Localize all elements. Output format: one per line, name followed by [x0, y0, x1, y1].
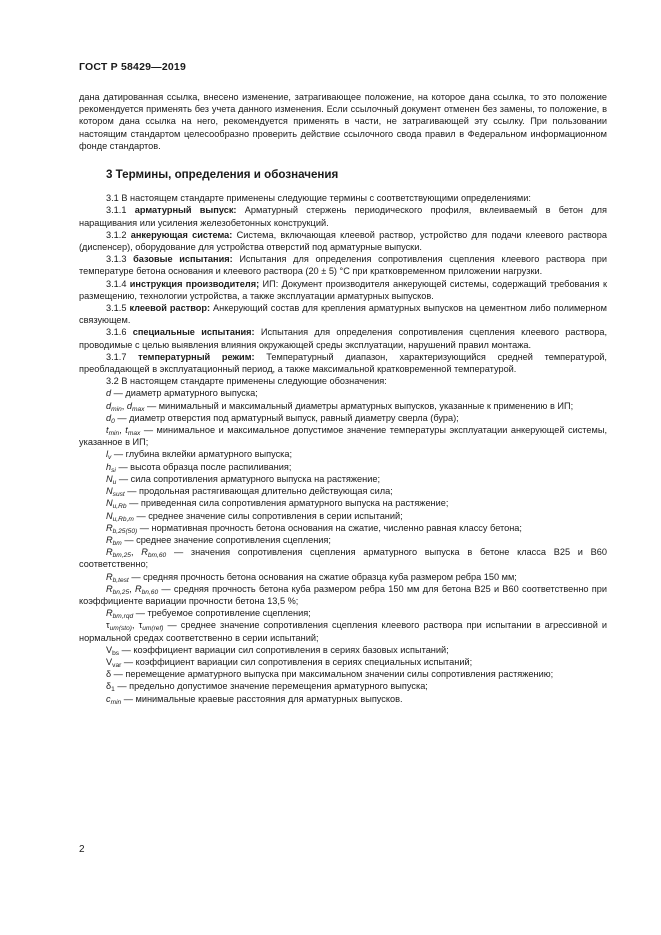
- symbol: V: [106, 644, 113, 655]
- symbol-description: — минимальное и максимальное допустимое значение температуры эксплуатации анкерующей системы, указанное в ИП;: [79, 425, 607, 448]
- symbol: d: [106, 400, 112, 411]
- term-definition: [79, 302, 607, 326]
- symbol-definition: [79, 510, 607, 522]
- symbol-subscript: sust: [112, 491, 125, 499]
- page-number: 2: [79, 844, 85, 855]
- symbol-definition: $d_{min}$, $d_{max}$ — минимальный и максимальный диаметры арматурных выпусков, указанные к применению в ИП;: [106, 400, 574, 413]
- term-definition: [79, 204, 607, 228]
- symbol: t: [125, 425, 128, 436]
- intro-paragraph: дана датированная ссылка, внесено изменение, затрагивающее положение, на которое дана ссылка, то это положение рекомендуется применять без учета данного изменения. Если ссылочный документ отменен без замены, то положение, в котором дана ссылка на него, рекомендуется применять в части, не затрагивающей эту ссылку. При пользовании настоящим стандартом целесообразно проверить действие ссылочного свода правил в Федеральном информационном фонде стандартов.: [79, 92, 607, 151]
- symbol-subscript: si: [111, 466, 116, 474]
- symbol-subscript: var: [112, 661, 122, 669]
- symbol-description: — диаметр арматурного выпуска;: [111, 388, 258, 399]
- term-text: Испытания для определения сопротивления сцепления клеевого раствора при температуре бетона основания и клеевого раствора (20 ± 5) °С при кратковременном приложении нагрузки.: [79, 254, 607, 277]
- symbol: R: [106, 571, 113, 582]
- term-text: Система, включающая клеевой раствор, устройство для подачи клеевого раствора (диспенсер), оборудование для устройства отверстий под арматурные выпуски.: [79, 229, 608, 253]
- symbol-definition: [79, 461, 607, 473]
- symbol-definition: [79, 644, 607, 656]
- symbol-description: — продольная растягивающая длительно действующая сила;: [124, 486, 393, 497]
- symbol: R: [106, 547, 113, 558]
- term-definition: [79, 326, 607, 350]
- symbol-subscript: um(sto): [109, 625, 132, 633]
- document-body: [79, 91, 607, 705]
- symbol: h: [106, 461, 112, 472]
- term-number: 3.1.1: [106, 205, 127, 216]
- symbol-definition: [79, 571, 607, 583]
- term-number: 3.1.2: [106, 229, 127, 240]
- symbol-description: — среднее значение силы сопротивления в серии испытаний;: [133, 510, 403, 521]
- term-definition: [79, 351, 607, 375]
- symbol-subscript: min: [110, 698, 122, 706]
- symbol-description: — значения сопротивления сцепления арматурного выпуска в бетоне класса В25 и В60 соответственно;: [79, 547, 607, 570]
- symbol-subscript: u,Rb,m: [112, 515, 134, 523]
- document-header: ГОСТ Р 58429—2019: [79, 61, 187, 73]
- symbol: τ: [106, 620, 110, 631]
- symbol-description: — глубина вклейки арматурного выпуска;: [111, 449, 293, 460]
- symbol-subscript: bm: [112, 539, 122, 547]
- term-definition: [79, 278, 607, 302]
- term-definition: [79, 253, 607, 277]
- symbol: N: [106, 510, 113, 521]
- symbol-subscript: min: [108, 430, 120, 438]
- symbol-definition: $t_{min}$, $t_{max}$ — минимальное и максимальное допустимое значение температуры эксплуатации анкерующей системы, указанное в ИП;: [79, 425, 607, 448]
- symbol-subscript: um(ref): [142, 625, 164, 633]
- symbol-definition: [79, 497, 607, 509]
- clause-3-1: 3.1 В настоящем стандарте применены следующие термины с соответствующими определениями:: [106, 193, 531, 204]
- symbol: d: [126, 400, 132, 411]
- symbol-subscript: bs: [112, 649, 120, 657]
- symbol-subscript: bn,60: [141, 588, 159, 596]
- symbol-definition: $R_{bm,25}$, $R_{bm,60}$ — значения сопротивления сцепления арматурного выпуска в бетоне класса В25 и В60 соответственно;: [79, 547, 607, 570]
- symbol: R: [141, 547, 148, 558]
- symbol-subscript: b,25(50): [112, 527, 138, 535]
- term-text: Температурный диапазон, характеризующийся средней температурой, преобладающей в эксплуатационный период, а также максимальной кратковременной температурой.: [79, 351, 607, 375]
- terms-list: [79, 204, 607, 375]
- symbol: δ: [106, 681, 112, 692]
- term-text: Анкерующий состав для крепления арматурных выпусков на цементном либо полимерном связующем.: [79, 303, 607, 326]
- symbol: N: [106, 498, 113, 509]
- symbol-subscript: u,Rb: [112, 503, 127, 511]
- symbol-subscript: bm,rqd: [112, 613, 134, 621]
- symbol-subscript: max: [131, 405, 145, 413]
- term-name: инструкция производителя;: [129, 278, 260, 289]
- symbols-list: [79, 387, 607, 704]
- term-name: базовые испытания:: [133, 254, 233, 265]
- symbol: R: [106, 534, 113, 545]
- symbol-definition: $\tau_{um(sto)}$, $\tau_{um(ref)}$ — среднее значение сопротивления сцепления клеевого раствора при испытании в агрессивной и нормальной средах соответственно в серии испытаний;: [79, 620, 607, 643]
- symbol: δ: [106, 669, 112, 680]
- symbol: N: [106, 486, 113, 497]
- symbol-description: — минимальные краевые расстояния для арматурных выпусков.: [121, 693, 403, 704]
- symbol-description: — приведенная сила сопротивления арматурного выпуска на растяжение;: [126, 498, 449, 509]
- term-number: 3.1.7: [106, 351, 127, 362]
- term-name: анкерующая система:: [130, 229, 233, 240]
- symbol-definition: [79, 607, 607, 619]
- symbol-definition: [79, 387, 607, 399]
- symbol-description: — сила сопротивления арматурного выпуска на растяжение;: [116, 473, 380, 484]
- term-text: Арматурный стержень периодического профиля, вклеиваемый в бетон для наращивания или усиления железобетонных конструкций.: [79, 205, 607, 228]
- term-number: 3.1.5: [106, 303, 127, 314]
- symbol-definition: $R_{bn,25}$, $R_{bn,60}$ — средняя прочность бетона куба размером ребра 150 мм для бетона В25 и В60 соответственно при коэффициенте вариации прочности бетона 13,5 %;: [79, 583, 608, 606]
- section-heading: 3 Термины, определения и обозначения: [106, 168, 339, 182]
- symbol-definition: [79, 448, 607, 460]
- term-definition: [79, 229, 607, 253]
- symbol-subscript: min: [111, 405, 122, 413]
- term-number: 3.1.6: [106, 327, 127, 338]
- symbol: d: [106, 388, 112, 399]
- symbol-description: — среднее значение сопротивления сцепления;: [121, 534, 331, 545]
- symbol-subscript: bm,25: [112, 552, 131, 560]
- symbol-definition: [79, 412, 607, 424]
- symbol-description: — средняя прочность бетона основания на сжатие образца куба размером ребра 150 мм;: [128, 571, 517, 582]
- symbol: N: [106, 473, 113, 484]
- symbol: V: [106, 656, 113, 667]
- symbol: R: [106, 608, 113, 619]
- symbol: l: [106, 449, 109, 460]
- symbol: R: [134, 583, 142, 594]
- symbol: R: [106, 583, 113, 594]
- symbol-description: — коэффициент вариации сил сопротивления в сериях базовых испытаний;: [119, 644, 449, 655]
- symbol-definition: [79, 668, 607, 680]
- symbol-description: — среднее значение сопротивления сцепления клеевого раствора при испытании в агрессивной и нормальной средах соответственно в серии испытаний;: [79, 620, 607, 643]
- symbol-description: — перемещение арматурного выпуска при максимальном значении силы сопротивления растяжению;: [111, 669, 554, 680]
- symbol-description: — коэффициент вариации сил сопротивления в сериях специальных испытаний;: [121, 656, 473, 667]
- symbol-subscript: 1: [111, 686, 115, 694]
- symbol-subscript: u: [112, 478, 117, 486]
- term-name: специальные испытания:: [132, 327, 255, 338]
- clause-3-2: 3.2 В настоящем стандарте применены следующие обозначения:: [106, 376, 387, 387]
- symbol: d: [106, 412, 112, 423]
- term-number: 3.1.4: [106, 278, 127, 289]
- term-number: 3.1.3: [106, 254, 127, 265]
- symbol: τ: [138, 620, 143, 631]
- symbol-description: — нормативная прочность бетона основания на сжатие, численно равная классу бетона;: [137, 522, 522, 533]
- symbol-subscript: 0: [111, 417, 115, 425]
- symbol-definition: [79, 680, 607, 692]
- term-name: клеевой раствор:: [129, 303, 211, 314]
- symbol: t: [106, 425, 109, 436]
- symbol-subscript: bn,25: [112, 588, 130, 596]
- symbol-subscript: bm,60: [147, 552, 167, 560]
- symbol-description: — средняя прочность бетона куба размером ребра 150 мм для бетона В25 и В60 соответственно при коэффициенте вариации прочности бетона 13,5 %;: [79, 583, 608, 606]
- symbol-subscript: b,test: [112, 576, 129, 584]
- term-name: температурный режим:: [138, 351, 255, 362]
- term-text: ИП: Документ производителя анкерующей системы, содержащий требования к размещению, технологии устройства, а также эксплуатации арматурных выпусков.: [79, 278, 607, 301]
- symbol-definition: [79, 485, 607, 497]
- symbol-subscript: v: [108, 454, 112, 462]
- symbol-definition: [79, 656, 607, 668]
- term-name: арматурный выпуск:: [134, 205, 237, 216]
- symbol-definition: [79, 693, 607, 705]
- symbol-definition: [79, 473, 607, 485]
- symbol: c: [106, 693, 111, 704]
- symbol-definition: [79, 534, 607, 546]
- symbol-description: — высота образца после распиливания;: [115, 461, 292, 472]
- symbol: R: [106, 522, 113, 533]
- symbol-description: — диаметр отверстия под арматурный выпуск, равный диаметру сверла (бура);: [114, 412, 459, 423]
- symbol-description: — требуемое сопротивление сцепления;: [133, 608, 311, 619]
- symbol-description: — минимальный и максимальный диаметры арматурных выпусков, указанные к применению в ИП;: [144, 400, 574, 411]
- symbol-subscript: max: [127, 430, 141, 438]
- term-text: Испытания для определения сопротивления сцепления клеевого раствора, проводимые с целью выявления влияния окружающей среды эксплуатации, нарушений правил монтажа.: [79, 327, 607, 350]
- symbol-description: — предельно допустимое значение перемещения арматурного выпуска;: [114, 681, 428, 692]
- symbol-definition: [79, 522, 607, 534]
